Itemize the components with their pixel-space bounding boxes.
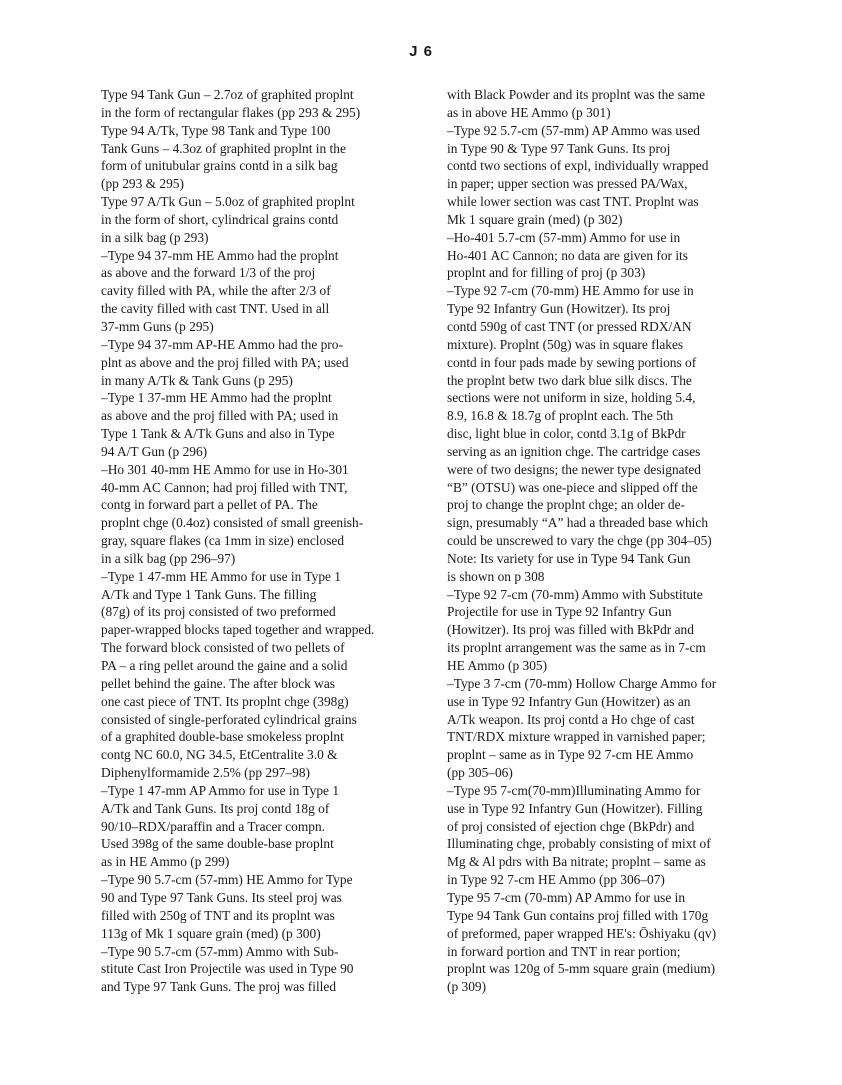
text-line: contd two sections of expl, individually wrapped [447,158,709,174]
text-line: in the form of rectangular flakes (pp 293 & 295) [101,104,361,120]
text-line: proj to change the proplnt chge; an older de- [447,497,685,513]
text-line: Mg & Al pdrs with Ba nitrate; proplnt – same as [447,854,706,870]
text-line: Type 94 Tank Gun – 2.7oz of graphited proplnt [101,87,354,102]
text-line: form of unitubular grains contd in a silk bag [101,158,338,174]
text-line: use in Type 92 Infantry Gun (Howitzer). Filling [447,800,703,816]
text-line: Ho-401 AC Cannon; no data are given for its [447,247,688,263]
text-line: Note: Its variety for use in Type 94 Tank Gun [447,550,691,566]
text-line: of proj consisted of ejection chge (BkPdr) and [447,818,695,834]
text-line: Illuminating chge, probably consisting of mixt of [447,836,711,852]
text-line: contg in forward part a pellet of PA. The [101,497,318,513]
text-line: cavity filled with PA, while the after 2/3 of [101,283,331,299]
text-line: the cavity filled with cast TNT. Used in all [101,301,330,317]
text-line: one cast piece of TNT. Its proplnt chge (398g) [101,693,349,709]
text-line: Type 95 7-cm (70-mm) AP Ammo for use in [447,889,686,905]
text-line: 8.9, 16.8 & 18.7g of proplnt each. The 5th [447,408,674,424]
text-line: Type 94 Tank Gun contains proj filled with 170g [447,907,709,923]
text-line: proplnt chge (0.4oz) consisted of small greenish- [101,515,364,531]
right-text-column [447,86,716,996]
text-line: as in HE Ammo (p 299) [101,854,230,870]
text-line: –Type 92 7-cm (70-mm) HE Ammo for use in [447,283,694,299]
text-line: were of two designs; the newer type designated [447,461,701,477]
text-line: –Type 3 7-cm (70-mm) Hollow Charge Ammo for [447,675,717,691]
text-line: A/Tk and Tank Guns. Its proj contd 18g of [101,800,330,816]
text-line: in forward portion and TNT in rear portion; [447,943,681,959]
text-line: proplnt was 120g of 5-mm square grain (medium) [447,961,716,977]
text-line: serving as an ignition chge. The cartridge cases [447,443,701,459]
text-line: –Ho 301 40-mm HE Ammo for use in Ho-301 [101,461,349,477]
text-line: 40-mm AC Cannon; had proj filled with TNT, [101,479,348,495]
text-line: (87g) of its proj consisted of two preformed [101,604,336,620]
text-line: while lower section was cast TNT. Proplnt was [447,194,699,210]
text-line: contg NC 60.0, NG 34.5, EtCentralite 3.0 & [101,747,338,763]
text-line: –Type 90 5.7-cm (57-mm) HE Ammo for Type [101,872,353,888]
text-line: –Type 1 47-mm HE Ammo for use in Type 1 [101,568,341,584]
left-text-column [101,86,374,996]
text-line: HE Ammo (p 305) [447,658,548,673]
text-line: –Type 94 37-mm AP-HE Ammo had the pro- [101,336,343,352]
text-line: –Type 92 7-cm (70-mm) Ammo with Substitute [447,586,703,602]
text-line: in the form of short, cylindrical grains contd [101,211,339,227]
text-line: “B” (OTSU) was one-piece and slipped off the [447,479,698,495]
text-line: sections were not uniform in size, holding 5.4, [447,390,696,406]
text-line: could be unscrewed to vary the chge (pp 304–05) [447,533,712,549]
text-line: sign, presumably “A” had a threaded base which [447,515,709,531]
text-line: 37-mm Guns (p 295) [101,318,214,334]
text-line: use in Type 92 Infantry Gun (Howitzer) as an [447,693,691,709]
text-line: (pp 305–06) [447,765,513,781]
text-line: –Type 1 47-mm AP Ammo for use in Type 1 [101,782,340,798]
text-line: contd in four pads made by sewing portions of [447,354,697,370]
text-line: Tank Guns – 4.3oz of graphited proplnt in the [101,140,346,156]
text-line: (p 309) [447,979,487,995]
text-line: 94 A/T Gun (p 296) [101,443,208,459]
text-line: as in above HE Ammo (p 301) [447,104,611,120]
text-line: A/Tk weapon. Its proj contd a Ho chge of cast [447,711,695,727]
text-line: filled with 250g of TNT and its proplnt was [101,907,335,923]
text-line: paper-wrapped blocks taped together and wrapped. [101,622,375,638]
text-line: –Type 95 7-cm(70-mm)Illuminating Ammo for [447,782,701,798]
text-line: stitute Cast Iron Projectile was used in Type 90 [101,961,354,977]
text-line: A/Tk and Type 1 Tank Guns. The filling [101,586,317,602]
text-line: with Black Powder and its proplnt was the same [447,87,706,102]
text-line: the proplnt betw two dark blue silk discs. The [447,372,692,388]
text-line: and Type 97 Tank Guns. The proj was filled [101,979,337,995]
text-line: gray, square flakes (ca 1mm in size) enclosed [101,533,345,549]
text-line: Type 1 Tank & A/Tk Guns and also in Type [101,426,335,442]
text-line: consisted of single-perforated cylindrical grains [101,711,357,727]
text-line: plnt as above and the proj filled with PA; used [101,354,349,370]
text-line: of preformed, paper wrapped HE's: Ōshiyaku (qv) [447,925,717,941]
text-line: in many A/Tk & Tank Guns (p 295) [101,372,293,388]
text-line: Type 97 A/Tk Gun – 5.0oz of graphited proplnt [101,194,355,210]
text-line: in Type 92 7-cm HE Ammo (pp 306–07) [447,872,665,888]
text-line: (Howitzer). Its proj was filled with BkPdr and [447,622,694,638]
text-line: –Type 90 5.7-cm (57-mm) Ammo with Sub- [101,943,339,959]
text-line: Diphenylformamide 2.5% (pp 297–98) [101,765,310,781]
text-line: –Ho-401 5.7-cm (57-mm) Ammo for use in [447,229,681,245]
text-line: contd 590g of cast TNT (or pressed RDX/AN [447,318,692,334]
text-line: The forward block consisted of two pellets of [101,640,345,656]
text-line: in a silk bag (p 293) [101,229,209,245]
text-line: –Type 92 5.7-cm (57-mm) AP Ammo was used [447,122,700,138]
text-line: disc, light blue in color, contd 3.1g of BkPdr [447,426,686,442]
text-line: PA – a ring pellet around the gaine and a solid [101,658,348,673]
text-line: is shown on p 308 [447,568,545,584]
text-line: proplnt – same as in Type 92 7-cm HE Ammo [447,747,694,763]
page-number: J 6 [409,43,433,60]
text-line: Used 398g of the same double-base proplnt [101,836,334,852]
text-line: mixture). Proplnt (50g) was in square flakes [447,336,684,352]
text-line: as above and the forward 1/3 of the proj [101,265,316,281]
text-line: of a graphited double-base smokeless proplnt [101,729,344,745]
text-line: Type 92 Infantry Gun (Howitzer). Its proj [447,301,671,317]
text-line: as above and the proj filled with PA; used in [101,408,339,424]
text-line: 90 and Type 97 Tank Guns. Its steel proj was [101,889,342,905]
text-line: proplnt and for filling of proj (p 303) [447,265,646,281]
text-line: –Type 94 37-mm HE Ammo had the proplnt [101,247,339,263]
text-line: pellet behind the gaine. The after block was [101,675,336,691]
text-line: Mk 1 square grain (med) (p 302) [447,211,623,227]
text-line: (pp 293 & 295) [101,176,184,192]
text-line: Type 94 A/Tk, Type 98 Tank and Type 100 [101,122,331,138]
text-line: in a silk bag (pp 296–97) [101,550,236,566]
text-line: –Type 1 37-mm HE Ammo had the proplnt [101,390,332,406]
text-line: Projectile for use in Type 92 Infantry Gun [447,604,672,620]
text-line: its proplnt arrangement was the same as in 7-cm [447,640,706,656]
text-line: in paper; upper section was pressed PA/Wax, [447,176,688,192]
text-line: 90/10–RDX/paraffin and a Tracer compn. [101,818,325,834]
text-line: TNT/RDX mixture wrapped in varnished paper; [447,729,706,745]
text-line: in Type 90 & Type 97 Tank Guns. Its proj [447,140,671,156]
text-line: 113g of Mk 1 square grain (med) (p 300) [101,925,321,941]
